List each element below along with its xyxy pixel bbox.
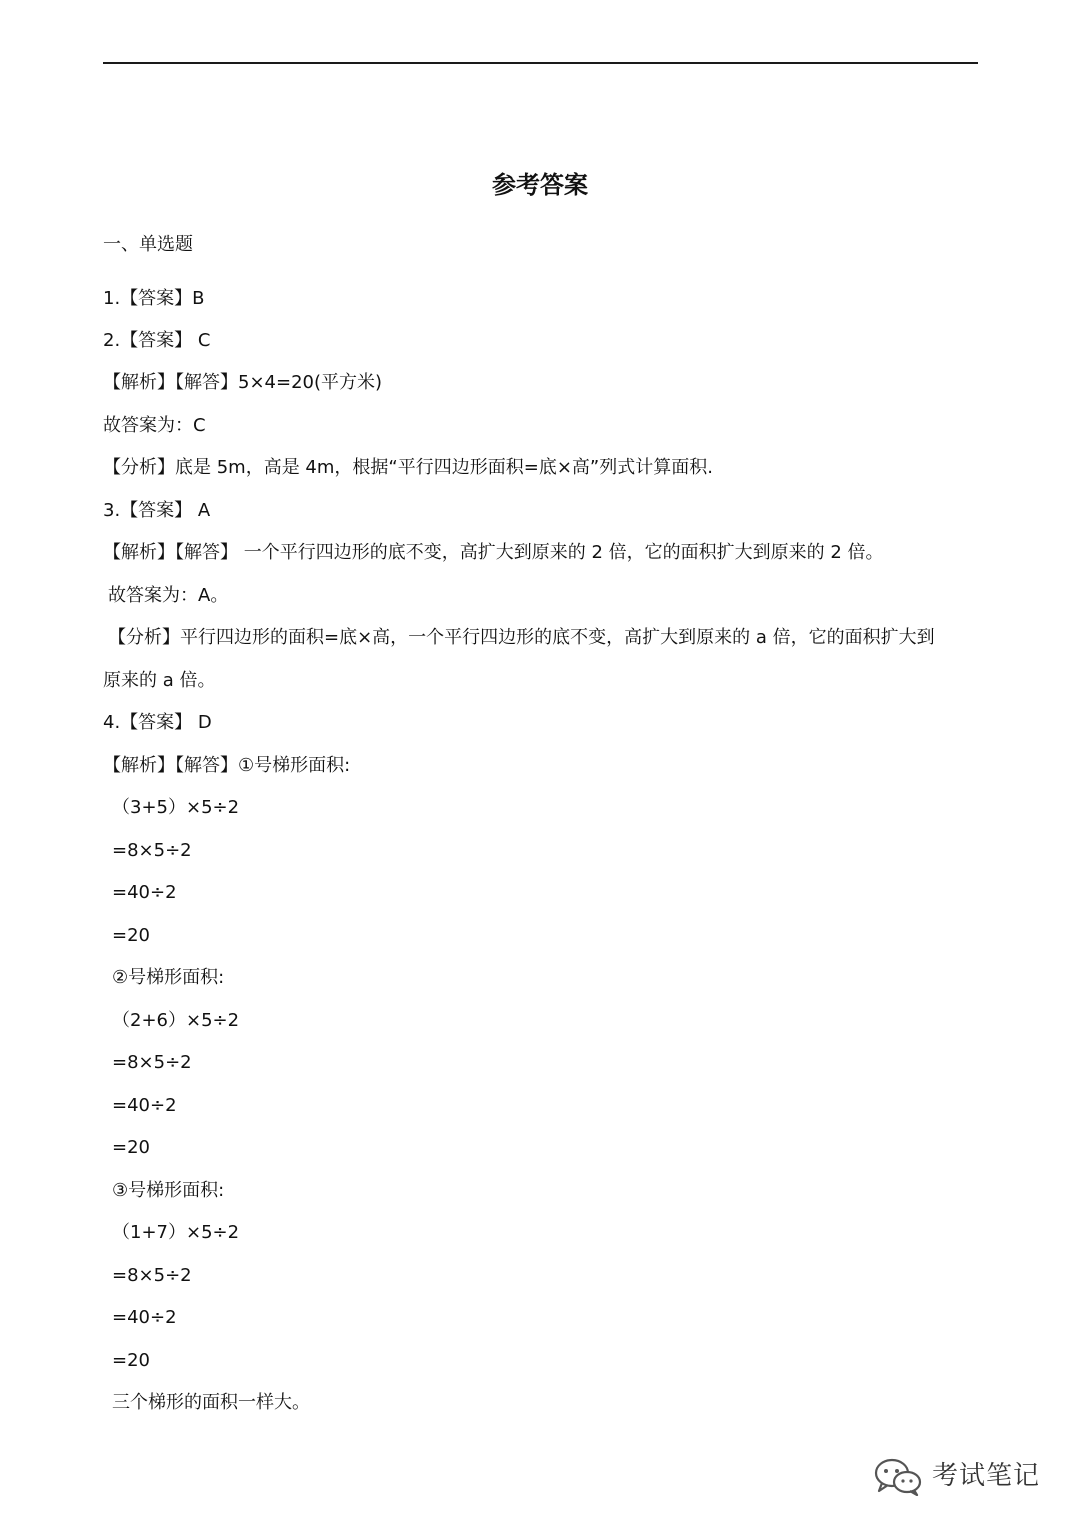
- answer-line: 【解析】【解答】5×4=20(平方米): [103, 372, 383, 393]
- watermark: [872, 1456, 1040, 1496]
- calc-line: =20: [112, 925, 150, 946]
- calc-line: =8×5÷2: [112, 840, 192, 861]
- answer-line: 故答案为：C: [103, 415, 206, 436]
- calc-line: =8×5÷2: [112, 1265, 192, 1286]
- calc-line: =40÷2: [112, 882, 177, 903]
- header-rule: [103, 62, 978, 64]
- answer-line: 【解析】【解答】 一个平行四边形的底不变，高扩大到原来的 2 倍，它的面积扩大到原来的 2 倍。: [103, 542, 884, 563]
- answer-line: 【分析】平行四边形的面积=底×高，一个平行四边形的底不变，高扩大到原来的 a 倍，它的面积扩大到: [108, 627, 935, 648]
- calc-line: （1+7）×5÷2: [112, 1222, 240, 1243]
- answer-line: 3.【答案】 A: [103, 500, 211, 521]
- watermark-text: 考试笔记: [932, 1461, 1041, 1491]
- answer-line: 2.【答案】 C: [103, 330, 211, 351]
- answer-line: 1.【答案】B: [103, 288, 205, 309]
- answer-line: 【解析】【解答】①号梯形面积:: [103, 755, 351, 776]
- section-heading: 一、单选题: [103, 234, 193, 255]
- answer-line: 【分析】底是 5m，高是 4m，根据“平行四边形面积=底×高”列式计算面积.: [103, 457, 713, 478]
- answer-line: 4.【答案】 D: [103, 712, 212, 733]
- calc-line: =20: [112, 1350, 150, 1371]
- wechat-icon: [872, 1456, 924, 1496]
- calc-line: =40÷2: [112, 1095, 177, 1116]
- answer-line: 原来的 a 倍。: [103, 670, 216, 691]
- calc-line: ③号梯形面积:: [112, 1180, 225, 1201]
- calc-line: ②号梯形面积:: [112, 967, 225, 988]
- calc-line: =20: [112, 1137, 150, 1158]
- calc-line: （3+5）×5÷2: [112, 797, 240, 818]
- calc-line: =40÷2: [112, 1307, 177, 1328]
- conclusion-line: 三个梯形的面积一样大。: [112, 1392, 310, 1413]
- answer-line: 故答案为：A。: [108, 585, 229, 606]
- calc-line: =8×5÷2: [112, 1052, 192, 1073]
- calc-line: （2+6）×5÷2: [112, 1010, 240, 1031]
- page-title: 参考答案: [492, 171, 588, 199]
